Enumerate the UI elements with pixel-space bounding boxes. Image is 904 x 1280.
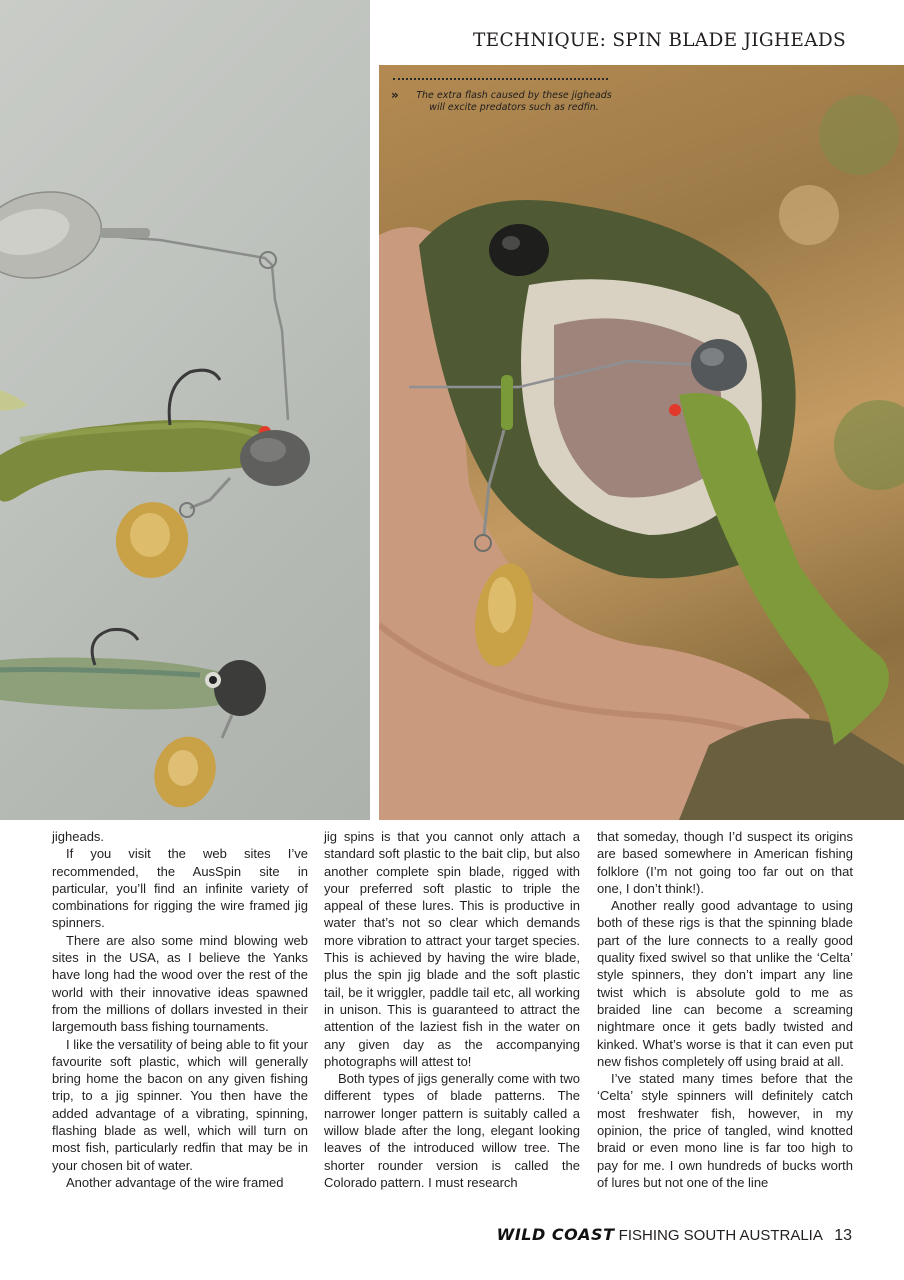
publication-name: FISHING SOUTH AUSTRALIA: [618, 1227, 823, 1244]
article-column-1: [52, 828, 308, 1191]
section-title: TECHNIQUE: SPIN BLADE JIGHEADS: [473, 30, 846, 51]
brand-logo: WILD COAST: [496, 1225, 615, 1244]
paragraph: jigheads.: [52, 829, 105, 844]
lures-photo: [0, 0, 370, 820]
paragraph: that someday, though I’d suspect its origins are based somewhere in American fishing folklore (I’m not going too far out on that one, I don’t think!).: [597, 829, 853, 896]
paragraph: Both types of jigs generally come with two different types of blade patterns. The narrower longer pattern is suitably called a willow blade after the long, elegant looking leaves of the introduced willow tree. The shorter rounder version is called the Colorado pattern. I must research: [324, 1071, 580, 1190]
article-column-2: [324, 828, 580, 1191]
page-footer: [497, 1225, 852, 1245]
paragraph: jig spins is that you cannot only attach a standard soft plastic to the bait clip, but also another complete spin blade, rigged with your preferred soft plastic to triple the appeal of these lures. This is productive in water that’s not so clear which demands more vibration to attract your target species. This is achieved by having the wire blade, plus the spin jig blade and the soft plastic tail, be it wriggler, paddle tail etc, all working in unison. This is guaranteed to attract the attention of the laziest fish in the water on any given day as the accompanying photographs will attest to!: [324, 829, 580, 1069]
paragraph: I like the versatility of being able to fit your favourite soft plastic, which will generally bring home the bacon on any given fishing trip, to a jig spinner. You then have the added advantage of a vibrating, spinning, flashing blade as well, which will turn on most fish, particularly redfin that may be in your chosen bit of water.: [52, 1036, 308, 1173]
page-number: 13: [834, 1227, 852, 1244]
paragraph: Another really good advantage to using both of these rigs is that the spinning blade part of the lure connects to a really good quality fixed swivel so that unlike the ‘Celta’ style spinners, they don’t impart any line twist which is absolute gold to me as braided line can become a screaming nightmare once it gets badly twisted and kinked. What’s worse is that it can even put new fishos completely off using braid at all.: [597, 898, 853, 1069]
redfin-photo: [379, 65, 904, 820]
photo-caption: The extra flash caused by these jigheads will excite predators such as redfin.: [416, 90, 612, 113]
paragraph: There are also some mind blowing web sites in the USA, as I believe the Yanks have long had the wood over the rest of the world with their innovative ideas spawned from the millions of dollars invested in their largemouth bass fishing tournaments.: [52, 932, 308, 1035]
paragraph: I’ve stated many times before that the ‘Celta’ style spinners will definitely catch most freshwater fish, however, in my opinion, the price of tangled, wind knotted braid or even mono line is far too high to pay for me. I own hundreds of bucks worth of lures but not one of the line: [597, 1071, 853, 1190]
caption-divider: [393, 78, 608, 84]
paragraph: Another advantage of the wire framed: [66, 1174, 284, 1190]
paragraph: If you visit the web sites I’ve recommended, the AusSpin site in particular, you’ll find an infinite variety of combinations for rigging the wire framed jig spinners.: [52, 846, 308, 931]
article-column-3: [597, 828, 853, 1191]
caption-chevron-icon: »: [391, 88, 399, 102]
